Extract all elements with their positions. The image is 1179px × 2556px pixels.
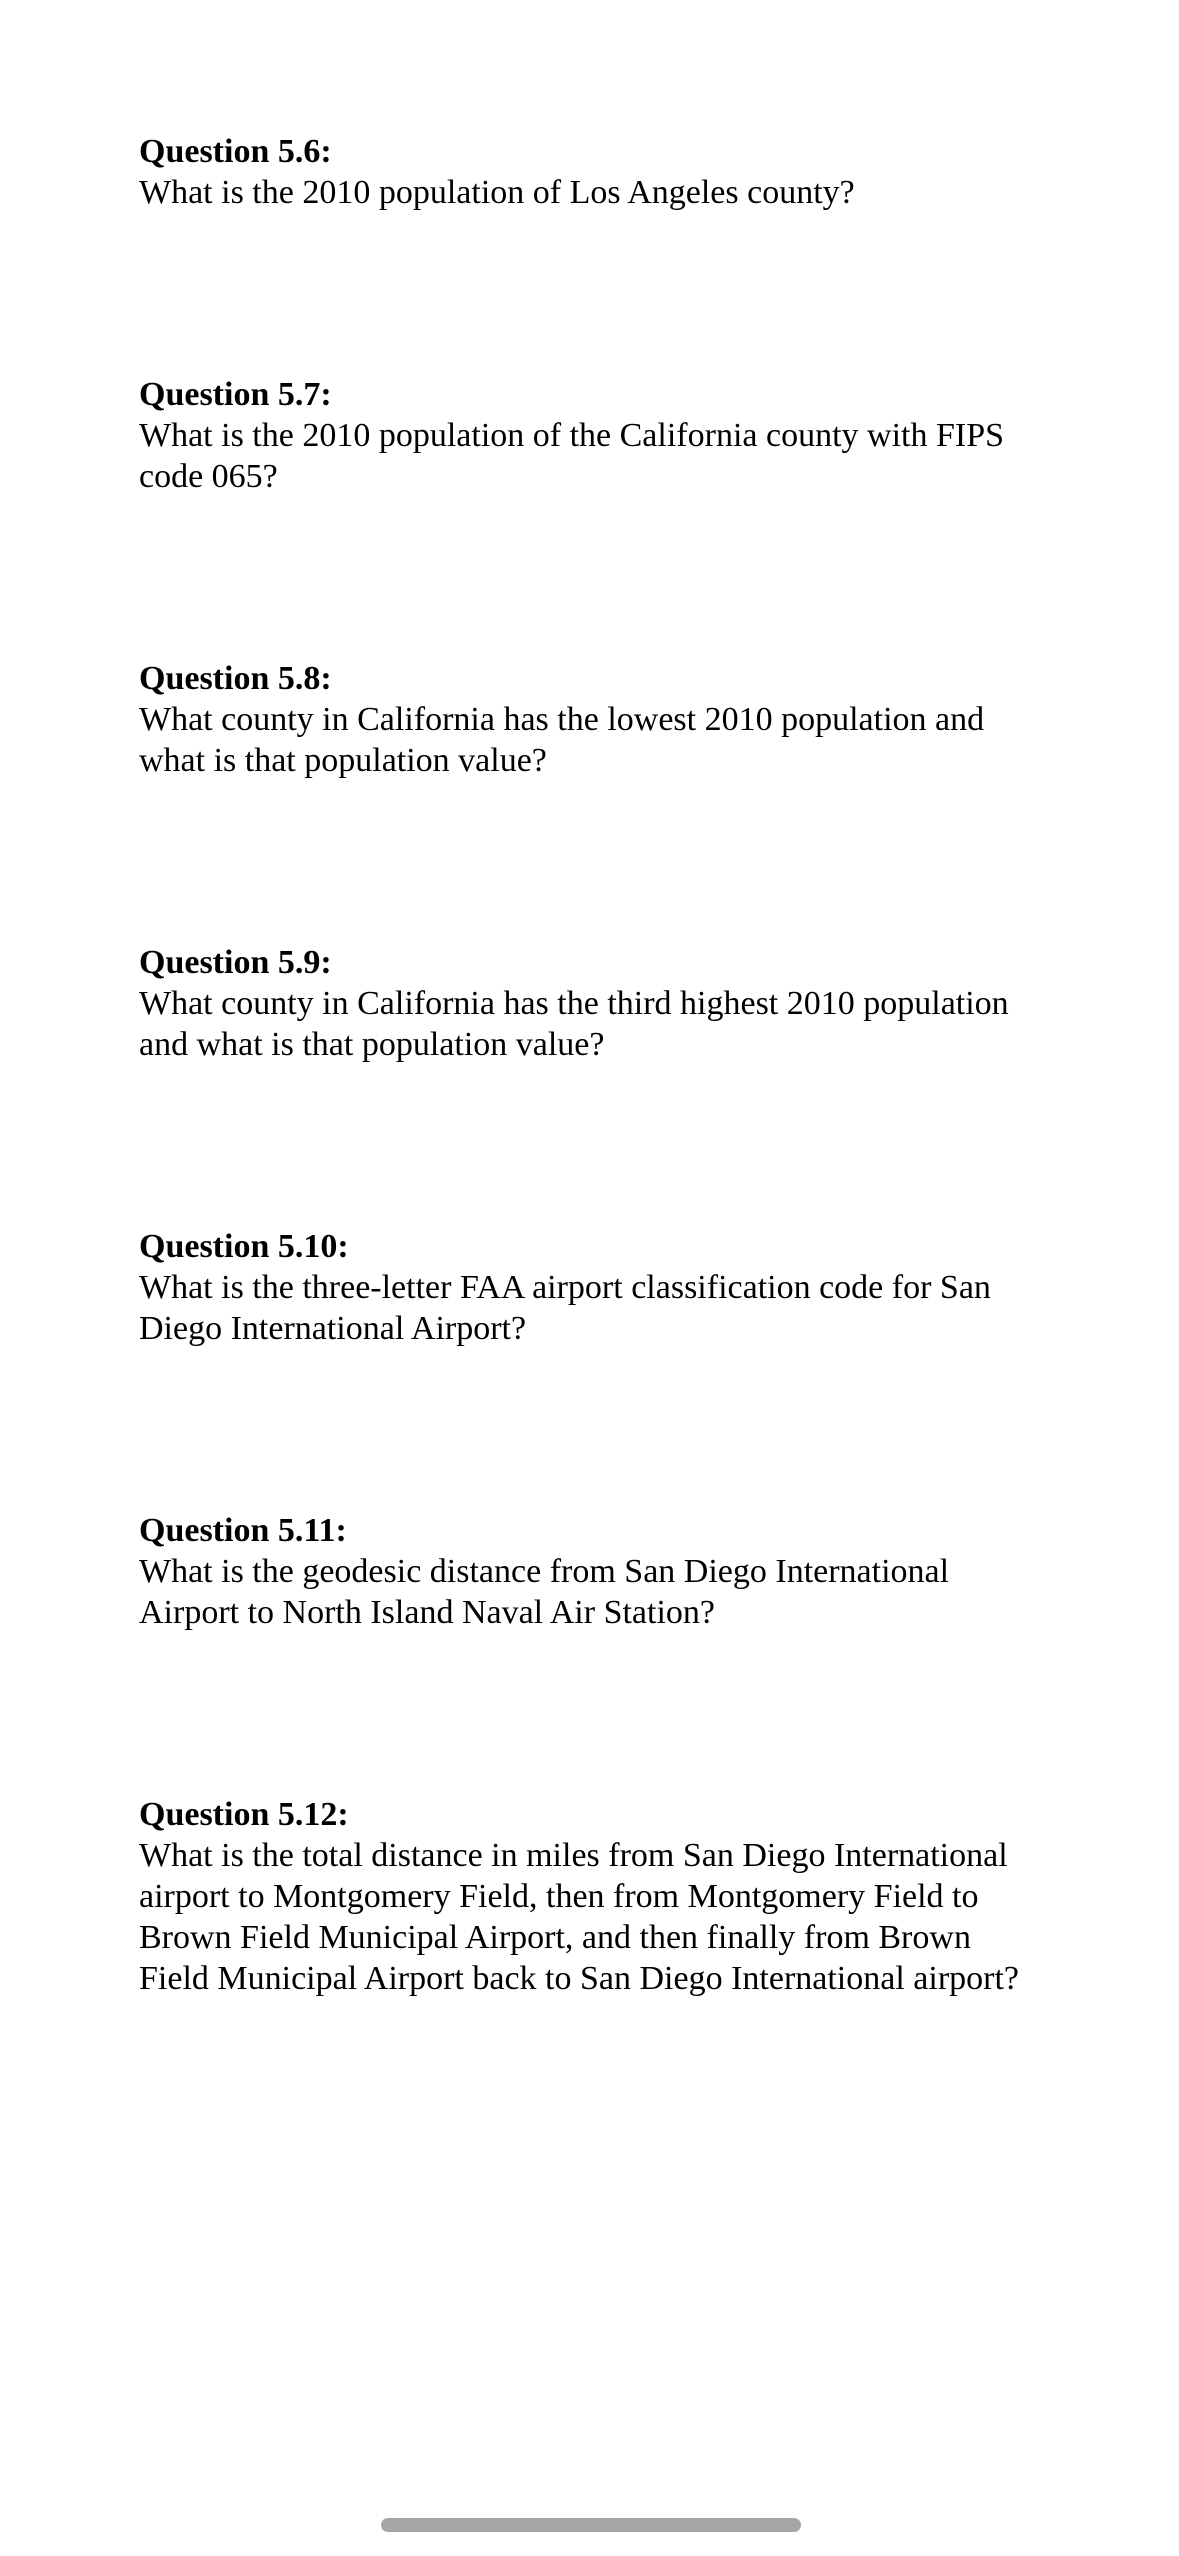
question-5-7 (139, 374, 1039, 497)
question-title: Question 5.11: (139, 1512, 347, 1549)
question-title: Question 5.7: (139, 376, 332, 413)
question-title: Question 5.12: (139, 1796, 349, 1833)
question-text: What is the total distance in miles from San Diego International airport to Montgomery Field, then from Montgomery Field to Brown Field Municipal Airport, and then finally from Brown Field Municipal Airport back to San Diego International airport? (139, 1837, 1019, 1997)
question-text: What is the geodesic distance from San Diego International Airport to North Island Naval Air Station? (139, 1553, 950, 1631)
question-5-6 (139, 131, 1039, 213)
question-5-9 (139, 942, 1039, 1065)
question-5-11 (139, 1510, 1039, 1633)
question-5-10 (139, 1226, 1039, 1349)
question-5-8 (139, 658, 1039, 781)
question-text: What county in California has the third highest 2010 population and what is that population value? (139, 985, 1009, 1063)
question-text: What is the three-letter FAA airport classification code for San Diego International Airport? (139, 1269, 991, 1347)
question-text: What is the 2010 population of Los Angeles county? (139, 174, 855, 211)
question-title: Question 5.6: (139, 133, 332, 170)
home-indicator[interactable] (381, 2518, 801, 2532)
question-title: Question 5.8: (139, 660, 332, 697)
question-text: What county in California has the lowest 2010 population and what is that population value? (139, 701, 985, 779)
question-5-12 (139, 1794, 1039, 1999)
question-title: Question 5.9: (139, 944, 332, 981)
question-title: Question 5.10: (139, 1228, 349, 1265)
question-text: What is the 2010 population of the California county with FIPS code 065? (139, 417, 1005, 495)
